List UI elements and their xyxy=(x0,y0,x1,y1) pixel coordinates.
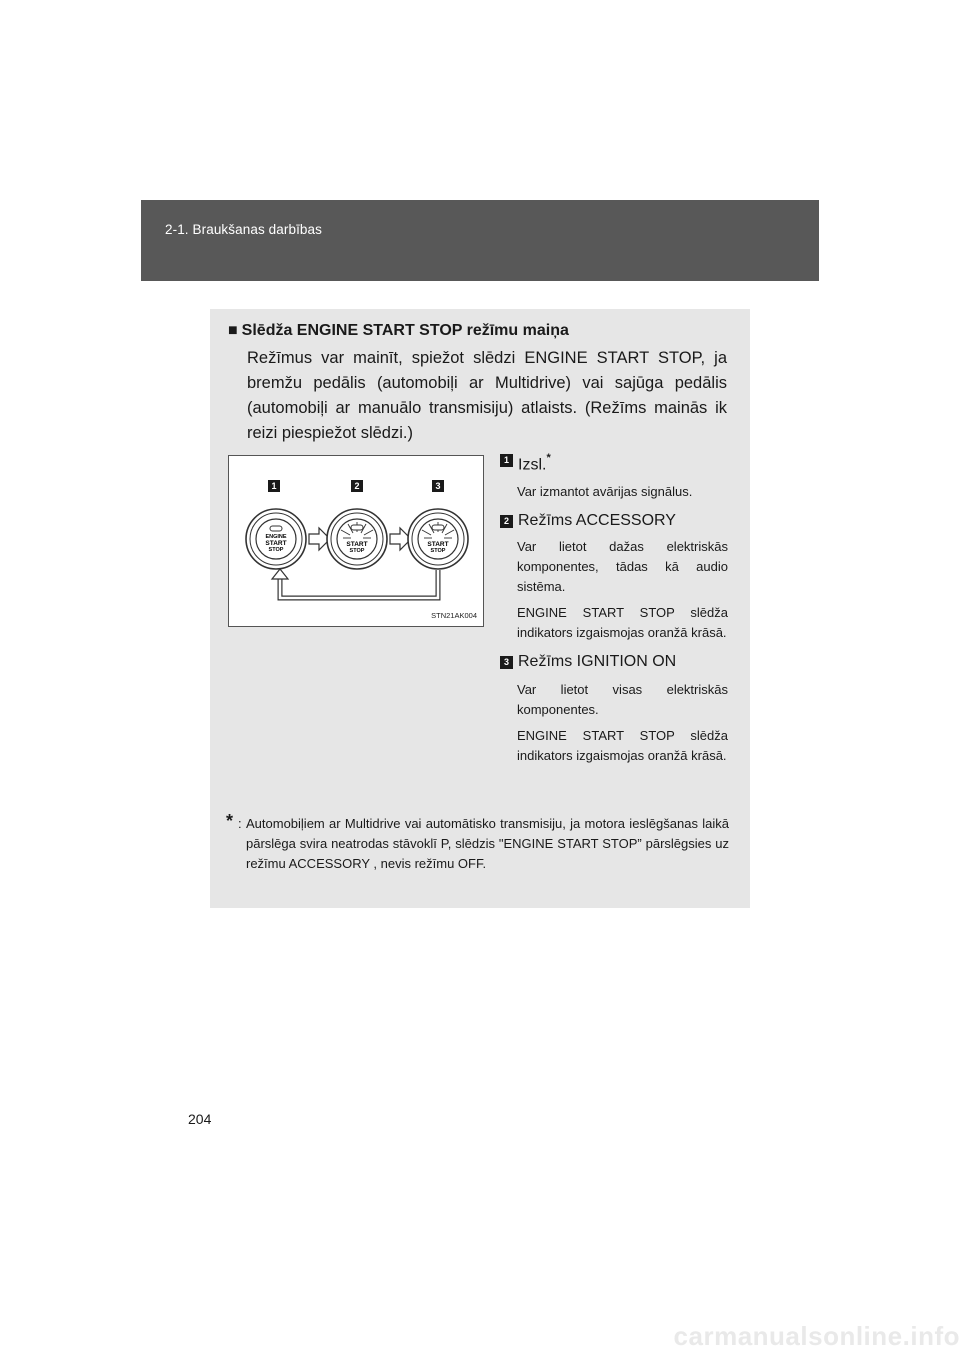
mode-item-accessory xyxy=(500,510,728,643)
mode-description: Var izmantot avārijas signālus. xyxy=(517,484,693,500)
svg-text:2: 2 xyxy=(354,481,360,491)
mode-item-ignition xyxy=(500,651,728,766)
section-title xyxy=(228,322,569,340)
engine-start-button-ignition xyxy=(408,509,468,569)
content-box xyxy=(210,309,750,908)
svg-text:1: 1 xyxy=(271,481,277,491)
figure-code: STN21AK004 xyxy=(431,611,477,620)
svg-text:STOP: STOP xyxy=(268,547,284,553)
mode-number-badge: 1 xyxy=(500,454,513,467)
mode-number-badge: 2 xyxy=(500,515,513,528)
figure-badge-2 xyxy=(351,480,363,492)
mode-list xyxy=(500,449,728,766)
switch-mode-figure xyxy=(228,455,484,627)
arrow-up-icon xyxy=(272,569,288,579)
svg-text:STOP: STOP xyxy=(430,548,446,554)
section-header-bar xyxy=(141,200,819,281)
figure-badge-1 xyxy=(268,480,280,492)
mode-description: ENGINE START STOP slēdža indikators izgaismojas oranžā krāsā. xyxy=(517,605,728,641)
mode-title: Izsl. xyxy=(518,456,547,474)
svg-text:START: START xyxy=(346,541,368,548)
mode-item-off xyxy=(500,449,728,502)
engine-start-button-off xyxy=(246,509,306,569)
svg-text:ENGINE: ENGINE xyxy=(265,534,287,540)
intro-paragraph: Režīmus var mainīt, spiežot slēdzi ENGINE START STOP, ja bremžu pedālis (automobiļi ar Multidrive) vai sajūga pedālis (automobiļi ar manuālo transmisiju) atlaists. (Režīms mainās ik reizi piespiežot slēdzi.) xyxy=(247,349,727,442)
engine-start-button-accessory xyxy=(327,509,387,569)
footnote-colon: : xyxy=(238,816,242,831)
watermark: carmanualsonline.info xyxy=(673,1321,960,1351)
mode-title: Režīms ACCESSORY xyxy=(518,512,676,530)
switch-diagram xyxy=(229,456,483,626)
footnote-mark: * xyxy=(546,452,551,464)
section-title-text: Slēdža ENGINE START STOP režīmu maiņa xyxy=(241,322,569,339)
mode-number-badge: 3 xyxy=(500,656,513,669)
mode-description: Var lietot dažas elektriskās komponentes, tādas kā audio sistēma. xyxy=(517,539,728,595)
footnote-star: * xyxy=(226,811,234,831)
mode-description: Var lietot visas elektriskās komponentes. xyxy=(517,682,728,718)
svg-text:3: 3 xyxy=(435,481,441,491)
footnote xyxy=(226,811,729,874)
mode-title: Režīms IGNITION ON xyxy=(518,653,677,671)
page-number: 204 xyxy=(188,1111,212,1127)
svg-text:START: START xyxy=(265,540,287,547)
section-header-text: 2-1. Braukšanas darbības xyxy=(165,222,322,237)
mode-description: ENGINE START STOP slēdža indikators izgaismojas oranžā krāsā. xyxy=(517,728,728,764)
svg-text:STOP: STOP xyxy=(349,548,365,554)
footnote-text: Automobiļiem ar Multidrive vai automātisko transmisiju, ja motora ieslēgšanas laikā pārslēga svira neatrodas stāvoklī P, slēdzis "ENGINE START STOP” pārslēgsies uz režīmu ACCESSORY , nevis režīmu OFF. xyxy=(246,816,729,871)
svg-text:START: START xyxy=(427,541,449,548)
figure-badge-3 xyxy=(432,480,444,492)
square-bullet-icon: ■ xyxy=(228,322,238,339)
